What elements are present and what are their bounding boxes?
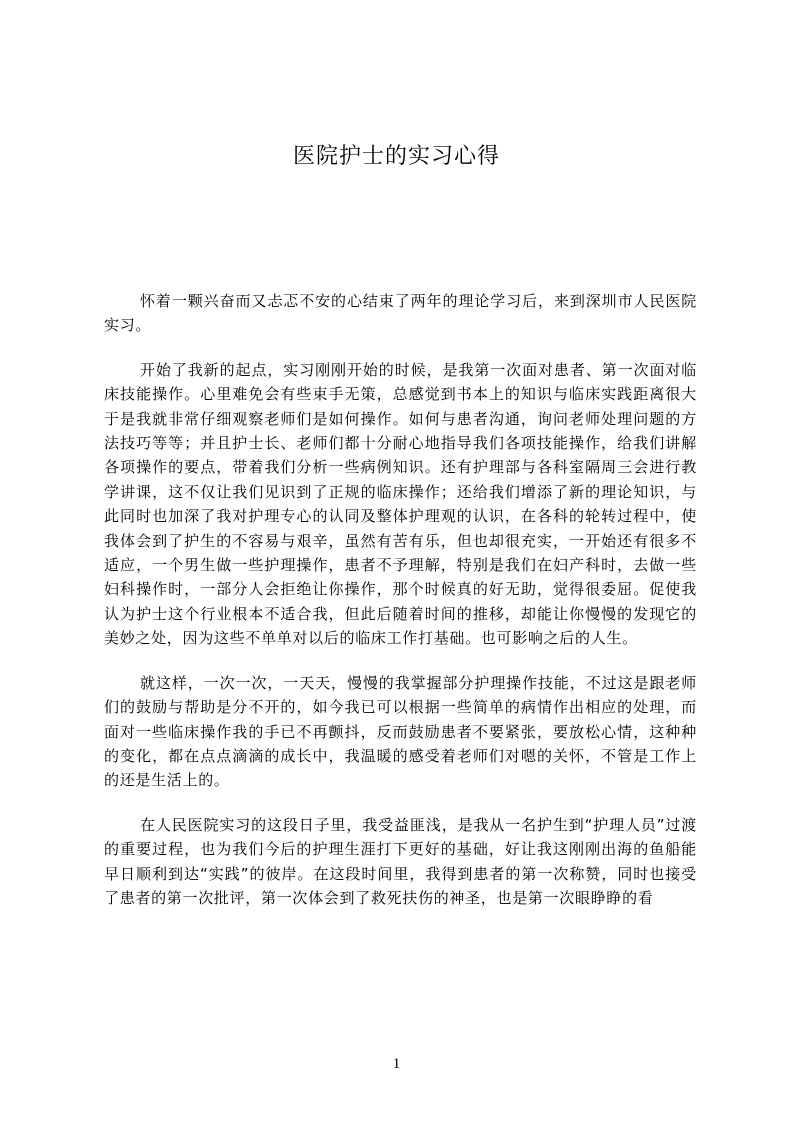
paragraph-2: 开始了我新的起点，实习刚刚开始的时候，是我第一次面对患者、第一次面对临床技能操作。心里难免会有些束手无策，总感觉到书本上的知识与临床实践距离很大于是我就非常仔细观察老师们是如何操作。如何与患者沟通，询问老师处理问题的方法技巧等等；并且护士长、老师们都十分耐心地指导我们各项技能操作，给我们讲解各项操作的要点，带着我们分析一些病例知识。还有护理部与各科室隔周三会进行教学讲课，这不仅让我们见识到了正规的临床操作；还给我们增添了新的理论知识，与此同时也加深了我对护理专心的认同及整体护理观的认识，在各科的轮转过程中，使我体会到了护生的不容易与艰辛，虽然有苦有乐，但也却很充实，一开始还有很多不适应，一个男生做一些护理操作，患者不予理解，特别是我们在妇产科时，去做一些妇科操作时，一部分人会拒绝让你操作，那个时候真的好无助，觉得很委屈。促使我认为护士这个行业根本不适合我，但此后随着时间的推移，却能让你慢慢的发现它的美妙之处，因为这些不单单对以后的临床工作打基础。也可影响之后的人生。 [104,360,697,648]
document-title: 医院护士的实习心得 [292,144,500,169]
paragraph-3: 就这样，一次一次，一天天，慢慢的我掌握部分护理操作技能，不过这是跟老师们的鼓励与帮助是分不开的，如今我已可以根据一些简单的病情作出相应的处理，而面对一些临床操作我的手已不再颤抖，反而鼓励患者不要紧张，要放松心情，这种种的变化，都在点点滴滴的成长中，我温暖的感受着老师们对嗯的关怀，不管是工作上的还是生活上的。 [104,673,697,790]
page-number: 1 [392,1056,401,1072]
paragraph-1: 怀着一颗兴奋而又忐忑不安的心结束了两年的理论学习后，来到深圳市人民医院实习。 [104,292,697,335]
paragraph-4: 在人民医院实习的这段日子里，我受益匪浅，是我从一名护生到“护理人员”过渡的重要过程，也为我们今后的护理生涯打下更好的基础，好让我这刚刚出海的鱼船能早日顺利到达“实践”的彼岸。在这段时间里，我得到患者的第一次称赞，同时也接受了患者的第一次批评，第一次体会到了救死扶伤的神圣，也是第一次眼睁睁的看 [104,815,697,907]
document-body [104,289,697,930]
